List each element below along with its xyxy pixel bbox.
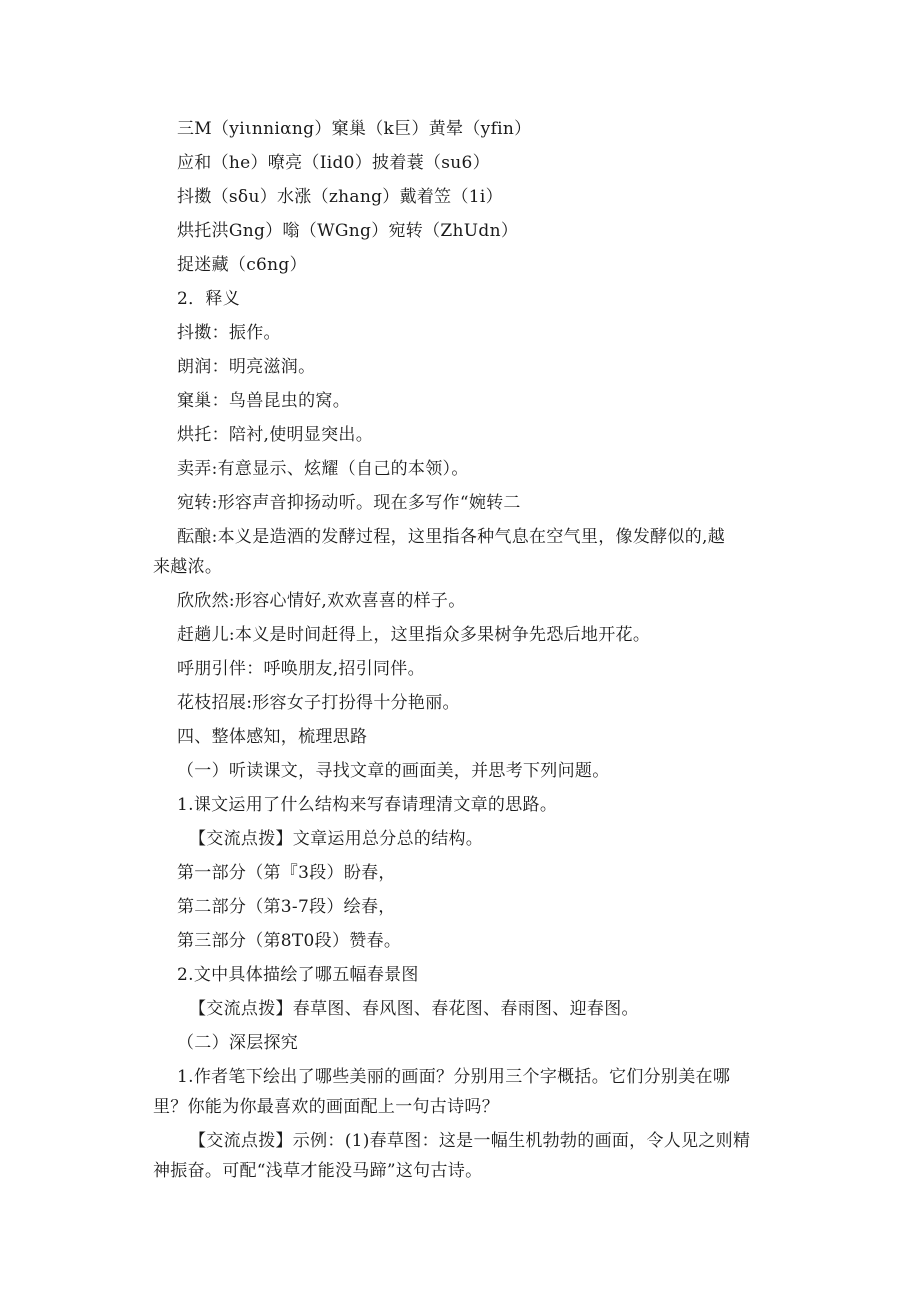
question-line: 1.课文运用了什么结构来写春请理清文章的思路。 (177, 795, 558, 815)
subsection-heading-1: （一）听读课文，寻找文章的画面美，并思考下列问题。 (177, 761, 610, 781)
pinyin-line-4: 烘托洪Gng）嗡（WGng）宛转（ZhUdn） (177, 221, 519, 241)
question-line-continued: 里？你能为你最喜欢的画面配上一句古诗吗？ (153, 1097, 499, 1117)
pinyin-line-5: 捉迷藏（c6ng） (177, 255, 307, 275)
answer-line: 【交流点拨】春草图、春风图、春花图、春雨图、迎春图。 (189, 999, 639, 1019)
definition-line: 欣欣然:形容心情好,欢欢喜喜的样子。 (177, 591, 466, 611)
answer-line: 第一部分（第『3段）盼春， (177, 863, 396, 883)
answer-line: 第三部分（第8T0段）赞春。 (177, 931, 402, 951)
definition-line: 花枝招展:形容女子打扮得十分艳丽。 (177, 693, 460, 713)
pinyin-line-3: 抖擞（sδu）水涨（zhang）戴着笠（1i） (177, 187, 503, 207)
pinyin-line-1: 三M（yiιnniαng）窠巢（k巨）黄晕（yfin） (177, 119, 532, 139)
definition-line: 抖擞：振作。 (177, 323, 281, 343)
definition-line: 烘托：陪衬,使明显突出。 (177, 425, 374, 445)
answer-line: 第二部分（第3-7段）绘春， (177, 897, 396, 917)
definition-line: 酝酿:本义是造酒的发酵过程，这里指各种气息在空气里，像发酵似的,越 (177, 527, 726, 547)
pinyin-line-2: 应和（he）嘹亮（Iid0）披着蓑（su6） (177, 153, 490, 173)
question-line: 1.作者笔下绘出了哪些美丽的画面？分别用三个字概括。它们分别美在哪 (177, 1067, 731, 1087)
section-heading-definitions: 2．释义 (177, 289, 241, 309)
definition-line: 朗润：明亮滋润。 (177, 357, 316, 377)
definition-line: 宛转:形容声音抑扬动听。现在多写作“婉转二 (177, 493, 521, 513)
answer-line: 【交流点拨】文章运用总分总的结构。 (189, 829, 484, 849)
answer-line: 【交流点拨】示例：(1)春草图：这是一幅生机勃勃的画面，令人见之则精 (189, 1131, 751, 1151)
definition-line: 卖弄:有意显示、炫耀（自己的本领）。 (177, 459, 469, 479)
definition-line: 赶趟儿:本义是时间赶得上，这里指众多果树争先恐后地开花。 (177, 625, 651, 645)
definition-line: 呼朋引伴：呼唤朋友,招引同伴。 (177, 659, 425, 679)
definition-line: 窠巢：鸟兽昆虫的窝。 (177, 391, 350, 411)
question-line: 2.文中具体描绘了哪五幅春景图 (177, 965, 419, 985)
section-heading-overview: 四、整体感知，梳理思路 (177, 727, 368, 747)
definition-line-continued: 来越浓。 (153, 557, 223, 577)
subsection-heading-2: （二）深层探究 (177, 1033, 299, 1053)
answer-line-continued: 神振奋。可配“浅草才能没马蹄”这句古诗。 (153, 1161, 483, 1181)
